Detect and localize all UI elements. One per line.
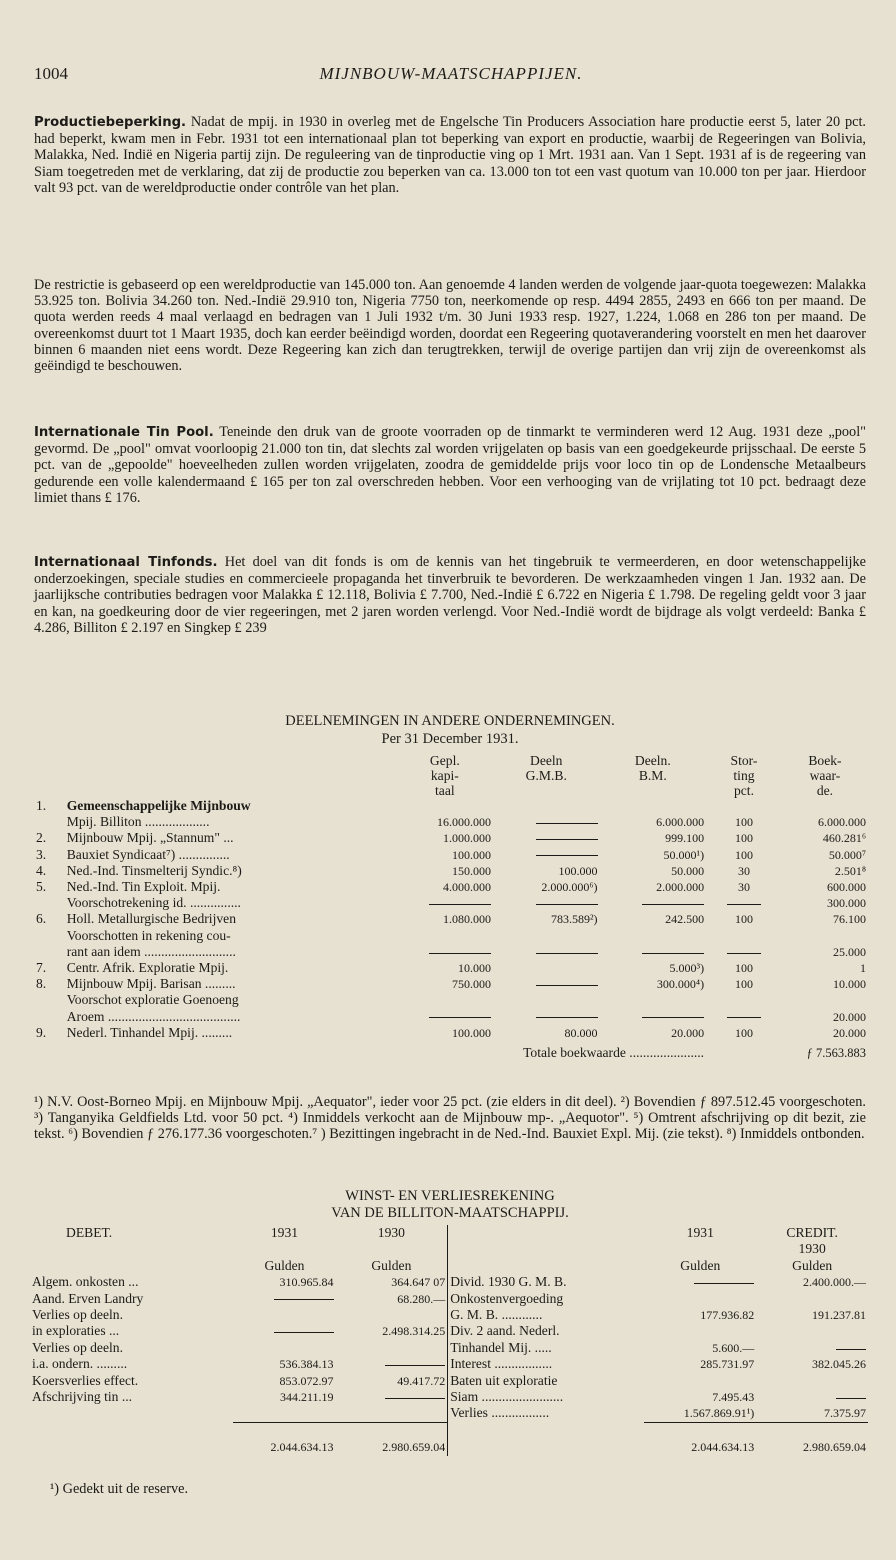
total-label: Totale boekwaarde ...................... [523, 1045, 705, 1061]
capital-value [397, 895, 493, 911]
participation-row [34, 798, 868, 814]
dash-placeholder [385, 1365, 445, 1366]
credit-unit-1931: Gulden [680, 1257, 721, 1273]
deeln-gmb-value [493, 960, 600, 976]
deeln-bm-value [600, 798, 707, 814]
deeln-gmb-value [493, 944, 600, 960]
row-number [34, 814, 65, 830]
storting-pct [706, 928, 782, 944]
deeln-bm-value: 242.500 [665, 912, 705, 927]
book-value: 2.501⁸ [834, 863, 866, 878]
company-name: Mijnbouw Mpij. Barisan ......... [66, 976, 236, 992]
credit-value-1931 [644, 1291, 756, 1307]
book-value: 76.100 [833, 912, 866, 927]
dash-placeholder [642, 904, 704, 905]
dash-placeholder [536, 839, 598, 840]
storting-pct: 100 [734, 831, 753, 846]
dash-placeholder [694, 1283, 754, 1284]
credit-total-1931: 2.044.634.13 [691, 1440, 755, 1455]
row-number: 9. [36, 1024, 47, 1040]
deeln-gmb-value [493, 830, 600, 846]
company-name: Centr. Afrik. Exploratie Mpij. [66, 960, 229, 976]
credit-year-1931: 1931 [686, 1225, 714, 1240]
debit-unit-1931: Gulden [264, 1257, 305, 1273]
participations-table [34, 753, 868, 1061]
paragraph-tinfonds [34, 554, 866, 636]
book-value: 20.000 [833, 1009, 866, 1024]
storting-pct: 100 [734, 1025, 753, 1040]
book-value: 300.000 [827, 896, 866, 911]
company-name: rant aan idem ........................... [66, 943, 236, 959]
deeln-gmb-value: 2.000.000⁶) [541, 880, 598, 895]
debit-total-1930: 2.980.659.04 [382, 1440, 446, 1455]
storting-pct [706, 992, 782, 1008]
paragraph-text: De restrictie is gebaseerd op een wereldproductie van 145.000 ton. Aan genoemde 4 landen werden de volgende jaar-quota toegewezen: Malakka 53.925 ton. Bolivia 34.260 ton. Ned.-Indië 29.910 ton, Nigeria 7750 ton, neerkomende op resp. 4494 2855, 2493 en 666 ton per maand. De quota werden reeds 4 maal verlaagd en bedragen van 1 Juli 1932 t/m. 30 Juni 1933 resp. 1927, 1.224, 1.068 en 286 ton per maand. De overeenkomst duurt tot 1 Maart 1935, doch kan eerder beëindigd worden, doordat een Regeering quotaverandering voorstelt en men het daarover binnen 6 maanden niet eens wordt. Deze Regeering kan zich dan terugtrekken, terwijl de overige partijen dan vrij zijn de overeenkomst als geëindigd te beschouwen. [34, 277, 866, 375]
column-header-deeln-bm: Deeln. B.M. [634, 753, 671, 783]
capital-value: 150.000 [451, 863, 491, 878]
page-number: 1004 [34, 64, 68, 83]
paragraph-tin-pool [34, 424, 866, 506]
debit-value-1930 [336, 1340, 448, 1356]
credit-item: G. M. B. ............ [448, 1307, 645, 1323]
pl-title-2: VAN DE BILLITON-MAATSCHAPPIJ. [331, 1205, 569, 1221]
pl-row [30, 1373, 868, 1389]
dash-placeholder [836, 1398, 866, 1399]
company-name: Voorschotten in rekening cou- [66, 927, 231, 943]
pl-row [30, 1405, 868, 1422]
book-value [782, 928, 868, 944]
debit-value-1930: 68.280.— [397, 1291, 446, 1306]
debit-unit-1930: Gulden [371, 1257, 412, 1273]
profit-loss-table [30, 1225, 868, 1456]
participation-row [34, 879, 868, 895]
pl-header-row-2 [30, 1258, 868, 1274]
company-name: Ned.-Ind. Tinsmelterij Syndic.⁸) [66, 862, 242, 878]
participation-row [34, 814, 868, 830]
debit-value-1930 [336, 1389, 448, 1405]
row-number: 2. [36, 830, 47, 846]
storting-pct: 100 [734, 815, 753, 830]
row-number [34, 928, 65, 944]
company-name: Holl. Metallurgische Bedrijven [66, 911, 236, 927]
deeln-bm-value [600, 992, 707, 1008]
deeln-bm-value: 50.000¹) [663, 847, 705, 862]
debit-item: i.a. ondern. ......... [32, 1356, 128, 1372]
rule-cell [644, 1422, 756, 1439]
debit-item: Verlies op deeln. [32, 1339, 123, 1355]
deeln-gmb-value: 80.000 [564, 1025, 598, 1040]
deeln-gmb-value [493, 895, 600, 911]
dash-placeholder [536, 1017, 598, 1018]
paragraph-heading: Internationale Tin Pool. [34, 425, 214, 440]
capital-value [397, 928, 493, 944]
participations-subtitle: Per 31 December 1931. [381, 731, 519, 747]
credit-item: Tinhandel Mij. ..... [448, 1340, 645, 1356]
debit-item: Algem. onkosten ... [32, 1274, 139, 1290]
capital-value: 16.000.000 [436, 815, 491, 830]
pl-row [30, 1389, 868, 1405]
book-value: 1 [860, 961, 866, 976]
participation-row [34, 895, 868, 911]
row-number: 1. [36, 798, 47, 813]
credit-label: CREDIT. 1930 [786, 1225, 838, 1257]
company-name: Voorschotrekening id. ............... [66, 895, 241, 911]
credit-value-1930 [756, 1373, 868, 1389]
credit-total-1930: 2.980.659.04 [803, 1440, 866, 1455]
capital-value: 1.080.000 [442, 912, 491, 927]
storting-pct: 100 [734, 961, 753, 976]
dash-placeholder [536, 985, 598, 986]
storting-pct [706, 1009, 782, 1025]
capital-value: 4.000.000 [442, 880, 491, 895]
company-name: Mpij. Billiton ................... [66, 814, 210, 830]
debit-total-1931: 2.044.634.13 [270, 1440, 334, 1455]
credit-value-1930: 382.045.26 [812, 1357, 866, 1372]
deeln-bm-value: 6.000.000 [656, 815, 705, 830]
dash-placeholder [642, 1017, 704, 1018]
participation-row [34, 944, 868, 960]
book-value [782, 992, 868, 1008]
row-number [34, 944, 65, 960]
credit-value-1931: 7.495.43 [712, 1390, 755, 1405]
book-value: 10.000 [833, 977, 866, 992]
total-value: ƒ 7.563.883 [806, 1046, 866, 1061]
participations-title: DEELNEMINGEN IN ANDERE ONDERNEMINGEN. [285, 713, 615, 729]
column-header-boekwaarde: Boek- waar- de. [808, 753, 842, 798]
debit-year-1930: 1930 [377, 1225, 405, 1240]
capital-value [397, 1009, 493, 1025]
deeln-gmb-value [493, 928, 600, 944]
participations-header-row [34, 753, 868, 798]
dash-placeholder [385, 1398, 445, 1399]
debit-value-1930 [336, 1356, 448, 1372]
dash-placeholder [274, 1299, 334, 1300]
paragraph-text: Nadat de mpij. in 1930 in overleg met de Engelsche Tin Producers Association hare productie eerst 5, later 20 pct. had beperkt, kwam men in Febr. 1931 tot een internationaal plan tot beperking van export en productie, waarbij de Regeeringen van Bolivia, Malakka, Ned. Indië en Nigeria partij zijn. De reguleering van de tinproductie ving op 1 Mrt. 1931 aan. Van 1 Sept. 1931 af is de regeering van Siam toegetreden met de verklaring, dat zij de productie zou beperken van ca. 13.000 ton tot een vast quotum van 10.000 ton per jaar. Hierdoor valt 93 pct. van de wereldproductie onder contrôle van het plan. [34, 114, 866, 196]
credit-value-1931: 1.567.869.91¹) [683, 1406, 755, 1421]
debit-value-1931: 344.211.19 [279, 1390, 334, 1405]
pl-total-row [30, 1439, 868, 1455]
deeln-bm-value: 300.000⁴) [656, 977, 705, 992]
row-number [34, 992, 65, 1008]
pl-title-1: WINST- EN VERLIESREKENING [345, 1188, 555, 1204]
page-header [34, 64, 868, 90]
credit-item: Interest ................. [448, 1356, 645, 1372]
deeln-gmb-value [493, 1009, 600, 1025]
deeln-gmb-value [493, 798, 600, 814]
rule-cell [448, 1422, 645, 1439]
debit-label: DEBET. [66, 1225, 113, 1240]
pl-row [30, 1340, 868, 1356]
dash-placeholder [536, 904, 598, 905]
paragraph-restrictie [34, 277, 866, 374]
deeln-gmb-value [493, 976, 600, 992]
company-name: Ned.-Ind. Tin Exploit. Mpij. [66, 879, 221, 895]
storting-pct [706, 944, 782, 960]
storting-pct [706, 798, 782, 814]
paragraph-heading: Internationaal Tinfonds. [34, 555, 218, 570]
dash-placeholder [536, 823, 598, 824]
debit-item: Verlies op deeln. [32, 1307, 123, 1323]
debit-value-1931: 853.072.97 [279, 1373, 334, 1388]
participations-total-row [34, 1041, 868, 1061]
debit-item [30, 1405, 233, 1422]
company-name: Voorschot exploratie Goenoeng [66, 992, 239, 1008]
book-value [782, 798, 868, 814]
debit-value-1930: 49.417.72 [397, 1373, 446, 1388]
storting-pct: 30 [737, 880, 750, 895]
dash-placeholder [536, 953, 598, 954]
row-number [34, 1009, 65, 1025]
empty-cell [448, 1439, 645, 1455]
rule-cell [233, 1422, 335, 1439]
deeln-bm-value: 50.000 [671, 863, 705, 878]
participations-footnotes: ¹) N.V. Oost-Borneo Mpij. en Mijnbouw Mpij. „Aequator", ieder voor 25 pct. (zie elders in dit deel). ²) Bovendien ƒ 897.512.45 voorgeschoten. ³) Tanganyika Geldfields Ltd. voor 50 pct. ⁴) Inmiddels verkocht aan de Mijnbouw mp-. „Aequotor". ⁵) Omtrent afschrijving op dit bezit, zie tekst. ⁶) Bovendien ƒ 276.177.36 voorgeschoten.⁷ ) Bezittingen ingebracht in de Ned.-Ind. Bauxiet Expl. Mij. (zie tekst). ⁸) Inmiddels ontbonden. [34, 1094, 866, 1143]
capital-value [397, 992, 493, 1008]
credit-item: Baten uit exploratie [448, 1373, 645, 1389]
participation-row [34, 960, 868, 976]
participation-row [34, 928, 868, 944]
debit-value-1931 [233, 1405, 335, 1422]
deeln-gmb-value: 783.589²) [550, 912, 598, 927]
pl-row [30, 1274, 868, 1290]
dash-placeholder [727, 953, 761, 954]
rule-cell [336, 1422, 448, 1439]
deeln-bm-value [600, 944, 707, 960]
deeln-bm-value: 20.000 [671, 1025, 705, 1040]
column-header-capital: Gepl. kapi- taal [429, 753, 460, 798]
debit-value-1931 [233, 1323, 335, 1339]
row-number: 6. [36, 911, 47, 927]
deeln-gmb-value [493, 814, 600, 830]
debit-value-1930: 2.498.314.25 [382, 1324, 446, 1339]
pl-row [30, 1291, 868, 1307]
dash-placeholder [836, 1349, 866, 1350]
credit-value-1930: 2.400.000.— [803, 1275, 866, 1290]
row-number: 4. [36, 862, 47, 878]
row-number [34, 895, 65, 911]
book-value: 6.000.000 [818, 815, 866, 830]
book-value: 25.000 [833, 944, 866, 959]
paragraph-heading: Productiebeperking. [34, 115, 187, 130]
credit-value-1931: 5.600.— [712, 1340, 755, 1355]
credit-value-1930 [756, 1323, 868, 1339]
credit-value-1931: 177.936.82 [700, 1308, 755, 1323]
storting-pct: 100 [734, 977, 753, 992]
credit-unit-1930: Gulden [792, 1257, 833, 1273]
company-name: Nederl. Tinhandel Mpij. ......... [66, 1024, 233, 1040]
credit-value-1930 [756, 1389, 868, 1405]
participation-row [34, 830, 868, 846]
pl-footnote: ¹) Gedekt uit de reserve. [50, 1481, 189, 1497]
deeln-gmb-value [493, 847, 600, 863]
debit-value-1930: 364.647 07 [391, 1275, 446, 1290]
row-number: 8. [36, 976, 47, 992]
credit-value-1931 [644, 1323, 756, 1339]
debit-item: in exploraties ... [32, 1323, 120, 1339]
dash-placeholder [727, 1017, 761, 1018]
debit-year-1931: 1931 [270, 1225, 299, 1240]
credit-value-1930 [756, 1340, 868, 1356]
capital-value: 100.000 [451, 1025, 491, 1040]
capital-value [397, 944, 493, 960]
rule-cell [756, 1422, 868, 1439]
company-name: Gemeenschappelijke Mijnbouw [66, 798, 251, 813]
dash-placeholder [429, 1017, 491, 1018]
participation-row [34, 976, 868, 992]
paragraph-productiebeperking [34, 114, 866, 196]
capital-value [397, 798, 493, 814]
credit-value-1931: 285.731.97 [700, 1357, 755, 1372]
column-header-storting: Stor- ting pct. [730, 753, 758, 798]
credit-item: Onkostenvergoeding [448, 1291, 645, 1307]
debit-value-1930 [336, 1405, 448, 1422]
deeln-bm-value [600, 928, 707, 944]
dash-placeholder [274, 1332, 334, 1333]
deeln-bm-value: 999.100 [665, 831, 705, 846]
storting-pct: 30 [737, 863, 750, 878]
capital-value: 10.000 [457, 961, 491, 976]
debit-item: Aand. Erven Landry [32, 1290, 144, 1306]
deeln-gmb-value: 100.000 [558, 863, 598, 878]
column-header-deeln-gmb: Deeln G.M.B. [525, 753, 567, 783]
pl-row [30, 1323, 868, 1339]
paragraph-text: Het doel van dit fonds is om de kennis van het tingebruik te vermeerderen, en door wetenschappelijke onderzoekingen, speciale studies en commercieele propaganda het tinverbruik te bevorderen. De werkzaamheden vingen 1 Jan. 1932 aan. De jaarlijksche contributies bedragen voor Malakka £ 12.118, Bolivia £ 7.700, Ned.-Indië £ 6.722 en Nigeria £ 1.798. De regeling geldt voor 3 jaar en kan, na goedkeuring door de vier regeeringen, met 2 jaren worden verlengd. Voor Ned.-Indië wordt de bijdrage als volgt verdeeld: Banka £ 4.286, Billiton £ 2.197 en Singkep £ 239 [34, 554, 867, 636]
dash-placeholder [642, 953, 704, 954]
capital-value: 100.000 [451, 847, 491, 862]
deeln-bm-value: 2.000.000 [656, 880, 705, 895]
participation-row [34, 1025, 868, 1041]
debit-item: Koersverlies effect. [32, 1372, 139, 1388]
storting-pct: 100 [734, 912, 753, 927]
pl-rule-row [30, 1422, 868, 1439]
pl-row [30, 1307, 868, 1323]
dash-placeholder [536, 855, 598, 856]
deeln-bm-value: 5.000³) [669, 961, 705, 976]
company-name: Mijnbouw Mpij. „Stannum" ... [66, 830, 234, 846]
book-value: 50.000⁷ [828, 847, 866, 862]
debit-value-1931 [233, 1307, 335, 1323]
pl-row [30, 1356, 868, 1372]
credit-value-1930: 191.237.81 [812, 1308, 866, 1323]
rule-cell [30, 1422, 233, 1439]
credit-value-1931 [644, 1274, 756, 1290]
pl-header-row-1 [30, 1225, 868, 1258]
book-value: 460.281⁶ [822, 831, 866, 846]
credit-value-1931 [644, 1373, 756, 1389]
row-number: 5. [36, 879, 47, 895]
deeln-gmb-value [493, 992, 600, 1008]
company-name: Bauxiet Syndicaat⁷) ............... [66, 846, 230, 862]
row-number: 7. [36, 960, 47, 976]
debit-value-1931: 310.965.84 [279, 1275, 334, 1290]
running-title: MIJNBOUW-MAATSCHAPPIJEN. [319, 64, 583, 83]
book-value: 600.000 [827, 880, 866, 895]
credit-item: Divid. 1930 G. M. B. [448, 1274, 645, 1290]
book-value: 20.000 [833, 1025, 866, 1040]
debit-value-1931 [233, 1291, 335, 1307]
credit-item: Siam ........................ [448, 1389, 645, 1405]
empty-cell [30, 1439, 233, 1455]
credit-item: Div. 2 aand. Nederl. [448, 1323, 645, 1339]
debit-item: Afschrijving tin ... [32, 1389, 133, 1405]
debit-value-1931 [233, 1340, 335, 1356]
participation-row [34, 992, 868, 1008]
capital-value: 1.000.000 [442, 831, 491, 846]
capital-value: 750.000 [451, 977, 491, 992]
credit-value-1930 [756, 1291, 868, 1307]
credit-value-1930: 7.375.97 [824, 1406, 866, 1421]
participation-row [34, 847, 868, 863]
participation-row [34, 863, 868, 879]
storting-pct: 100 [734, 847, 753, 862]
credit-item: Verlies ................. [448, 1405, 645, 1422]
storting-pct [706, 895, 782, 911]
dash-placeholder [429, 953, 491, 954]
participation-row [34, 911, 868, 927]
company-name: Aroem ....................................... [66, 1008, 241, 1024]
dash-placeholder [727, 904, 761, 905]
deeln-bm-value [600, 895, 707, 911]
deeln-bm-value [600, 1009, 707, 1025]
debit-value-1930 [336, 1307, 448, 1323]
paragraph-text: Teneinde den druk van de groote voorraden op de tinmarkt te verminderen werd 12 Aug. 1931 deze „pool" gevormd. De „pool" omvat voorloopig 21.000 ton tin, dat slechts zal worden vrijgelaten op basis van een goedgekeurde prijsschaal. De eerste 5 pct. van de „gepoolde" hoeveelheden zullen worden vrijgelaten, zoodra de gemiddelde prijs voor loco tin op de Londensche Metaalbeurs gedurende een volle kalendermaand £ 165 per ton zal overschreden hebben. Voor een verhooging van de vrijlating tot 10 pct. bedraagt deze limiet thans £ 176. [34, 424, 866, 506]
row-number: 3. [36, 846, 47, 862]
participation-row [34, 1009, 868, 1025]
debit-value-1931: 536.384.13 [279, 1357, 334, 1372]
dash-placeholder [429, 904, 491, 905]
